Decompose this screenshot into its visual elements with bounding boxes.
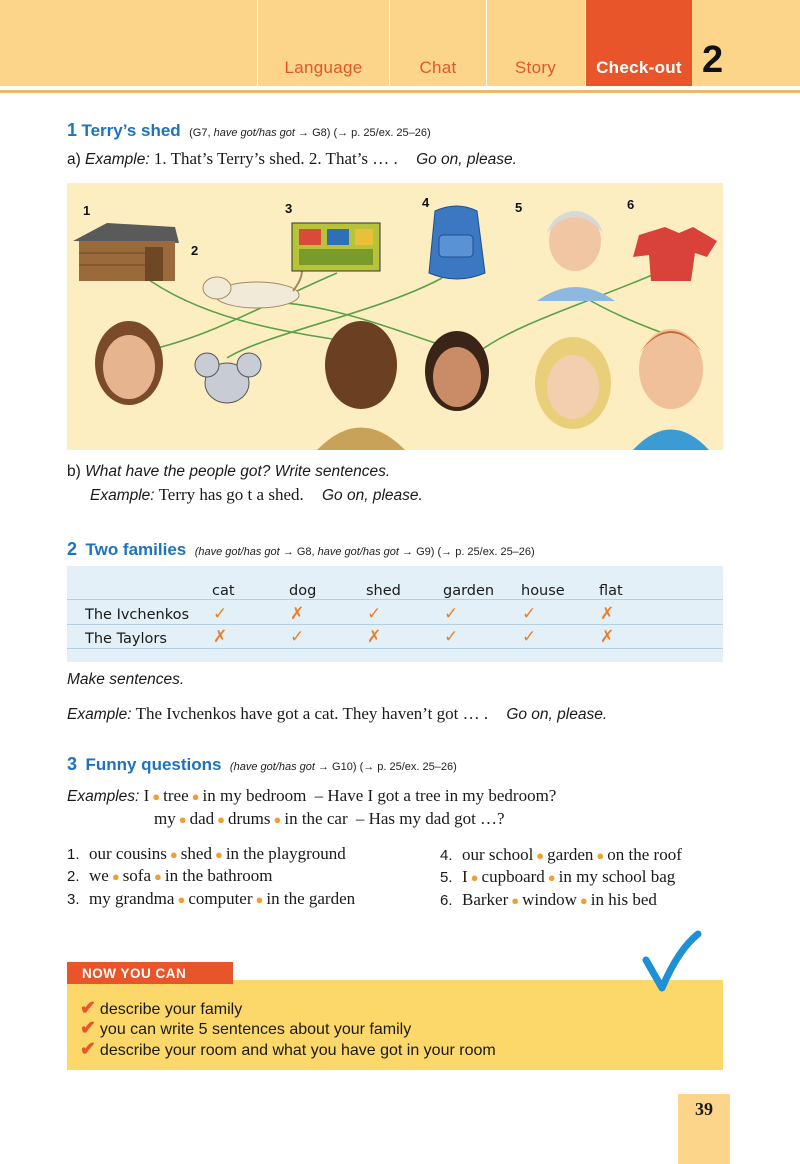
now-you-can-tag: NOW YOU CAN	[67, 962, 233, 984]
unit-number: 2	[702, 39, 724, 81]
tab-label: Chat	[419, 58, 457, 77]
cupboard-picture	[292, 223, 380, 271]
picture-number: 3	[285, 201, 293, 216]
exercise-3-example-2: my ● dad ● drums ● in the car – Has my dad got …?	[154, 809, 505, 828]
column-header: dog	[289, 583, 317, 599]
picture-number: 1	[83, 203, 91, 218]
exercise-number: 1	[67, 120, 78, 140]
mouse-picture	[195, 353, 261, 403]
exercise-title: Funny questions	[85, 755, 222, 774]
families-table	[67, 566, 723, 662]
check-icon: ✔	[80, 1039, 96, 1060]
tick-mark: ✓	[522, 604, 537, 623]
exercise-1b-instruction: b) What have the people got? Write sentences.	[67, 463, 391, 480]
column-header: cat	[212, 583, 235, 599]
list-item: 4. our school ● garden ● on the roof	[440, 845, 682, 864]
row-label: The Taylors	[85, 631, 167, 647]
tab-story[interactable]	[486, 0, 584, 86]
grammar-reference: (G7, have got/has got → G8) (→ p. 25/ex. 25–26)	[189, 127, 431, 139]
exercise-2-heading	[67, 539, 535, 560]
column-header: garden	[443, 583, 495, 599]
girl-dark-hair-picture	[425, 331, 489, 411]
school-bag-picture	[429, 206, 485, 279]
cross-mark: ✗	[600, 604, 615, 623]
grammar-reference: (have got/has got → G8, have got/has got → G9) (→ p. 25/ex. 25–26)	[194, 546, 535, 558]
exercise-1b-example: Example: Terry has go t a shed. Go on, please.	[90, 485, 423, 504]
picture-number: 4	[422, 195, 430, 210]
girl-brown-hair-picture	[95, 321, 163, 405]
cross-mark: ✗	[213, 627, 228, 646]
grammar-reference: (have got/has got → G10) (→ p. 25/ex. 25–26)	[229, 761, 457, 773]
list-item: 5. I ● cupboard ● in my school bag	[440, 867, 676, 886]
tick-mark: ✓	[444, 627, 459, 646]
tick-mark: ✓	[367, 604, 382, 623]
list-item: 1. our cousins ● shed ● in the playground	[67, 844, 346, 863]
list-item: 3. my grandma ● computer ● in the garden	[67, 889, 356, 908]
tick-mark: ✓	[213, 604, 228, 623]
now-you-can-item: ✔ you can write 5 sentences about your family	[80, 1018, 412, 1039]
big-check-icon	[640, 930, 704, 994]
exercise-2-example: Example: The Ivchenkos have got a cat. They haven’t got … . Go on, please.	[67, 704, 608, 723]
boy-dark-skin-picture	[317, 321, 405, 450]
list-item: 6. Barker ● window ● in his bed	[440, 890, 657, 909]
tick-mark: ✓	[290, 627, 305, 646]
tab-language[interactable]	[257, 0, 389, 86]
matching-illustration	[67, 183, 723, 450]
check-icon: ✔	[80, 1018, 96, 1039]
cross-mark: ✗	[600, 627, 615, 646]
exercise-title: Two families	[85, 540, 187, 559]
picture-number: 5	[515, 200, 523, 215]
list-item: 2. we ● sofa ● in the bathroom	[67, 866, 273, 885]
exercise-number: 2	[67, 539, 78, 559]
boy-ginger-picture	[633, 329, 709, 450]
column-header: shed	[366, 583, 401, 599]
tab-check-out[interactable]	[585, 0, 692, 86]
t-shirt-picture	[633, 227, 717, 281]
girl-blonde-picture	[535, 337, 611, 429]
dog-picture	[203, 263, 302, 308]
tick-mark: ✓	[444, 604, 459, 623]
column-header: house	[521, 583, 565, 599]
illustration-svg	[67, 183, 723, 450]
shed-picture	[73, 223, 179, 281]
tick-mark: ✓	[522, 627, 537, 646]
tab-label: Language	[284, 58, 363, 77]
exercise-1-heading	[67, 120, 431, 141]
row-label: The Ivchenkos	[85, 607, 190, 623]
page-number: 39	[695, 1099, 713, 1119]
column-header: flat	[599, 583, 623, 599]
header-rule	[0, 90, 800, 93]
tab-label: Story	[514, 58, 557, 77]
tab-label: Check-out	[596, 58, 682, 77]
exercise-2-instruction: Make sentences.	[67, 671, 185, 688]
exercise-number: 3	[67, 754, 78, 774]
picture-number: 6	[627, 197, 635, 212]
grandma-picture	[537, 211, 615, 301]
now-you-can-item: ✔ describe your room and what you have got in your room	[80, 1039, 496, 1060]
exercise-title: Terry’s shed	[81, 121, 181, 140]
cross-mark: ✗	[367, 627, 382, 646]
exercise-1a-line: a) Example: 1. That’s Terry’s shed. 2. That’s … . Go on, please.	[67, 149, 517, 168]
picture-number: 2	[191, 243, 199, 258]
cross-mark: ✗	[290, 604, 305, 623]
tab-chat[interactable]	[389, 0, 486, 86]
exercise-3-example-1: Examples: I ● tree ● in my bedroom – Have I got a tree in my bedroom?	[67, 786, 557, 805]
check-icon: ✔	[80, 998, 96, 1019]
exercise-3-heading	[67, 754, 457, 775]
now-you-can-item: ✔ describe your family	[80, 998, 243, 1019]
